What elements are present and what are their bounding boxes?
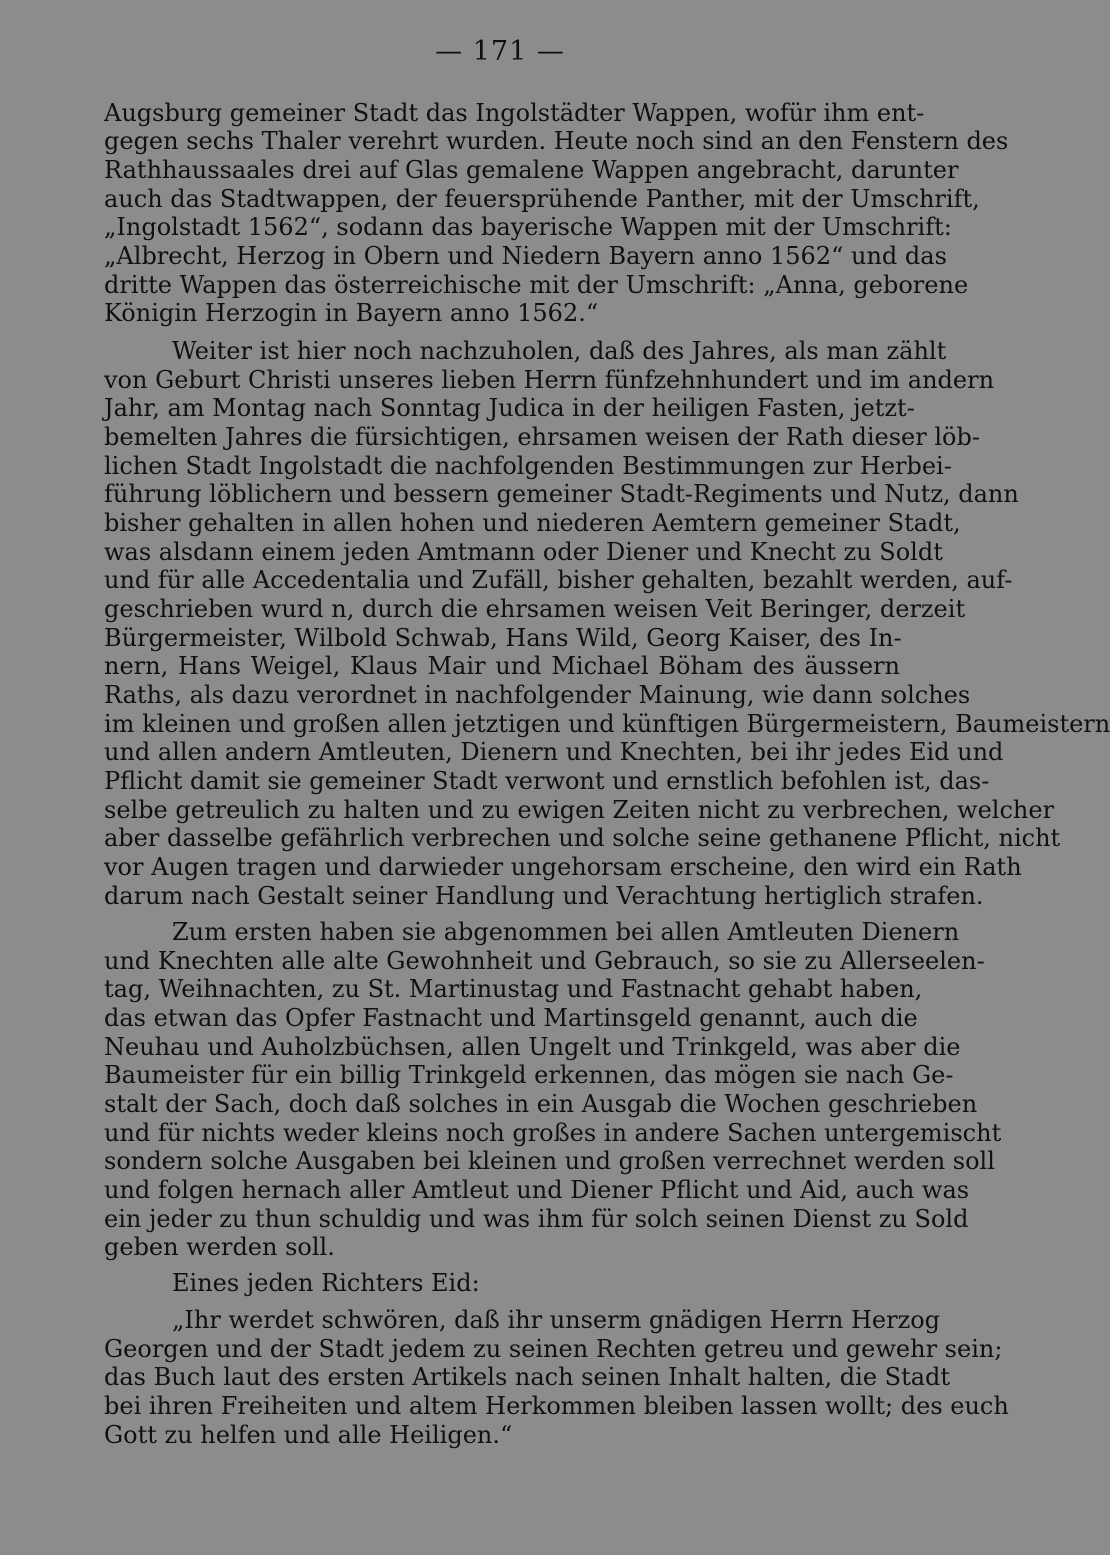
text-line: das Buch laut des ersten Artikels nach seinen Inhalt halten, die Stadt [104,1363,951,1391]
text-line: Gott zu helfen und alle Heiligen.“ [104,1421,513,1449]
text-line: lichen Stadt Ingolstadt die nachfolgenden Bestimmungen zur Herbei- [104,452,952,480]
text-line: und für nichts weder kleins noch großes in andere Sachen untergemischt [104,1119,1002,1147]
text-line: Neuhau und Auholzbüchsen, allen Ungelt und Trinkgeld, was aber die [104,1033,961,1061]
text-line: im kleinen und großen allen jetztigen und künftigen Bürgermeistern, Baumeistern [104,710,1110,738]
text-line: aber dasselbe gefährlich verbrechen und solche seine gethanene Pflicht, nicht [104,824,1061,852]
text-line: Baumeister für ein billig Trinkgeld erkennen, das mögen sie nach Ge- [104,1061,954,1089]
page-number: — 171 — [435,36,565,67]
text-line: selbe getreulich zu halten und zu ewigen Zeiten nicht zu verbrechen, welcher [104,796,1055,824]
text-line: gegen sechs Thaler verehrt wurden. Heute noch sind an den Fenstern des [104,127,1009,155]
text-line: bisher gehalten in allen hohen und niederen Aemtern gemeiner Stadt, [104,509,961,537]
text-line: nern, Hans Weigel, Klaus Mair und Michael Böham des äussern [104,652,900,680]
text-line: Bürgermeister, Wilbold Schwab, Hans Wild, Georg Kaiser, des In- [104,624,902,652]
text-line: Jahr, am Montag nach Sonntag Judica in der heiligen Fasten, jetzt- [104,394,915,422]
text-line: und allen andern Amtleuten, Dienern und Knechten, bei ihr jedes Eid und [104,738,1004,766]
text-line: und für alle Accedentalia und Zufäll, bisher gehalten, bezahlt werden, auf- [104,566,1013,594]
text-line: und folgen hernach aller Amtleut und Diener Pflicht und Aid, auch was [104,1176,970,1204]
text-line: „Albrecht, Herzog in Obern und Niedern Bayern anno 1562“ und das [104,242,947,270]
text-line: darum nach Gestalt seiner Handlung und Verachtung hertiglich strafen. [104,882,984,910]
text-line: und Knechten alle alte Gewohnheit und Gebrauch, so sie zu Allerseelen- [104,947,985,975]
text-line: Rathhaussaales drei auf Glas gemalene Wappen angebracht, darunter [104,156,959,184]
text-line: vor Augen tragen und darwieder ungehorsam erscheine, den wird ein Rath [104,853,1022,881]
text-line: „Ihr werdet schwören, daß ihr unserm gnädigen Herrn Herzog [172,1306,941,1334]
text-line: Pflicht damit sie gemeiner Stadt verwont und ernstlich befohlen ist, das- [104,767,990,795]
text-line: Zum ersten haben sie abgenommen bei allen Amtleuten Dienern [172,918,960,946]
text-line: geben werden soll. [104,1233,335,1261]
text-line: sondern solche Ausgaben bei kleinen und großen verrechnet werden soll [104,1147,995,1175]
text-line: was alsdann einem jeden Amtmann oder Diener und Knecht zu Soldt [104,538,943,566]
text-line: führung löblichern und bessern gemeiner Stadt-Regiments und Nutz, dann [104,480,1019,508]
text-line: Königin Herzogin in Bayern anno 1562.“ [104,299,599,327]
text-line: das etwan das Opfer Fastnacht und Martinsgeld genannt, auch die [104,1004,918,1032]
text-line: bei ihren Freiheiten und altem Herkommen bleiben lassen wollt; des euch [104,1392,1009,1420]
text-line: von Geburt Christi unseres lieben Herrn fünfzehnhundert und im andern [104,366,995,394]
text-line: Raths, als dazu verordnet in nachfolgender Mainung, wie dann solches [104,681,971,709]
text-line: tag, Weihnachten, zu St. Martinustag und Fastnacht gehabt haben, [104,975,923,1003]
text-line: ein jeder zu thun schuldig und was ihm für solch seinen Dienst zu Sold [104,1205,969,1233]
text-line: „Ingolstadt 1562“, sodann das bayerische Wappen mit der Umschrift: [104,213,952,241]
text-line: bemelten Jahres die fürsichtigen, ehrsamen weisen der Rath dieser löb- [104,423,980,451]
text-line: stalt der Sach, doch daß solches in ein Ausgab die Wochen geschrieben [104,1090,978,1118]
text-line: Weiter ist hier noch nachzuholen, daß des Jahres, als man zählt [172,337,947,365]
text-line: Georgen und der Stadt jedem zu seinen Rechten getreu und gewehr sein; [104,1335,1003,1363]
text-line: geschrieben wurd n, durch die ehrsamen weisen Veit Beringer, derzeit [104,595,966,623]
text-line: Eines jeden Richters Eid: [172,1269,480,1297]
text-line: auch das Stadtwappen, der feuersprühende Panther, mit der Umschrift, [104,185,980,213]
text-line: dritte Wappen das österreichische mit der Umschrift: „Anna, geborene [104,271,969,299]
text-line: Augsburg gemeiner Stadt das Ingolstädter Wappen, wofür ihm ent- [104,99,925,127]
